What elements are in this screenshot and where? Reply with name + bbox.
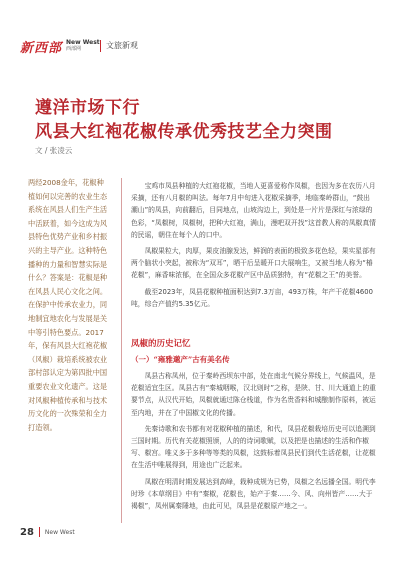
body-paragraph: 凤椒果粒大，肉厚，果皮油腺发达，鲜润的表面的极致多花色轻，果实星部有两个脑状小突起，被称为“双耳”，晒干后呈暖开口大展响生，又被当地人称为“椿花椒”，麻香味浓郁，在全国众多花椒产区中品质独特，有“花椒之王”的美誉。 [131, 247, 376, 280]
body-paragraph: 凤椒在明清时期发展达到高峰，栽种成规为已势，凤椒之名远播全国。明代李时珍《本草纲目》中有“秦椒，花椒也，始产于秦……今、风、向州皆产……大于褐椒”，凤州属秦陲地，由此可见，凤县是花椒原产地之一。 [131, 477, 376, 511]
title-line-1: 遵洋市场下行 [35, 98, 140, 118]
page-number: 28 [20, 526, 34, 538]
body-paragraph: 宝鸡市凤县种植的大红袍花椒，当地人更喜爱称作凤椒，也因为多在农历八月采摘，还有八月椒的叫法。每年7月中旬进入花椒采摘季，地临秦岭群山，“鼓出潮山”的凤县，向前翻后，目同地点，山坡沟边上，到处是一片片是深红与浓绿的色彩，“凤椒树，凤椒树，把种大红袍，满山，漫吧双开找”这首教人称的凤椒真情的民谣，朝住在每个人的口中。 [131, 182, 376, 239]
page-footer [20, 524, 75, 540]
article-title [35, 96, 375, 144]
column-divider [121, 178, 122, 523]
section-heading: 凤椒的历史记忆 [131, 339, 191, 349]
section-label: 文旅新观 [106, 41, 138, 50]
body-paragraph: 截至2023年，凤县花椒种植面积达到7.3万亩，493万株，年产干花椒4600吨，综合产值约5.35亿元。 [131, 287, 373, 308]
body-paragraph: 先秦诗歌和农书都有对花椒种植的描述，和代，凤县花椒栽培历史可以追溯到三国时期。历代有关花椒照颁，人的的诗词歌赋，以及把是也描述的生活和作椒写、椒宫。唯义多于多种等等类的凤椒，这鼓标着凤县民们到代生活花椒，让花椒在生活中唯展得到，用途也广泛起来。 [131, 424, 376, 470]
page-header [0, 0, 402, 60]
footer-divider [39, 527, 40, 537]
title-line-2: 风县大红袍花椒传承优秀技艺全力突围 [35, 122, 333, 142]
sub-heading: （一）“雍雅邈产”古有美名传 [131, 355, 230, 364]
logo-english-line1: New West [66, 39, 100, 46]
byline: 文 / 张凌云 [35, 146, 73, 155]
header-divider [100, 40, 101, 52]
lead-sidebar [28, 176, 110, 432]
lead-text: 两经2008金年，花椒种植如何以完善的农业生态系统在风县人们生产生活中活跃着，如今这成为风县特色优势产业和乡村振兴的主导产业。这种特色播种的力量和智慧实际是什么？答案是：花椒是种在风县人民心文化之间。在保护中传承农业力，同地制宜地农化与发展是关中等引特色要点。2017年，保有风县大红袍花椒（风椒）栽培系统被农业部村部认定为第四批中国重要农业文化遗产。这是对风椒种植传承和与技术历文化的一次殊荣和全力打造领。 [28, 178, 108, 432]
logo-chinese: 新西部 [20, 40, 63, 56]
article-body [131, 180, 376, 314]
article-body-continued [131, 370, 376, 516]
logo-english [66, 39, 100, 53]
footer-magazine-name: New West [44, 528, 75, 536]
magazine-logo [20, 38, 100, 54]
body-paragraph: 凤县古称凤州，位于秦岭西坝东中部，处在南北气候分界线上，气候温风，是花椒适宜生区。凤县古有“秦城咽喉，汉北则时”之称，是陕、甘、川大通道上的重要节点，从汉代开始，凤椒就通过陈仓栈道，作为名贵香料和城酿制作原料，被运至内地，并在了中国椒文化的传播。 [131, 372, 376, 417]
logo-english-line2: 西部网 [66, 46, 82, 52]
